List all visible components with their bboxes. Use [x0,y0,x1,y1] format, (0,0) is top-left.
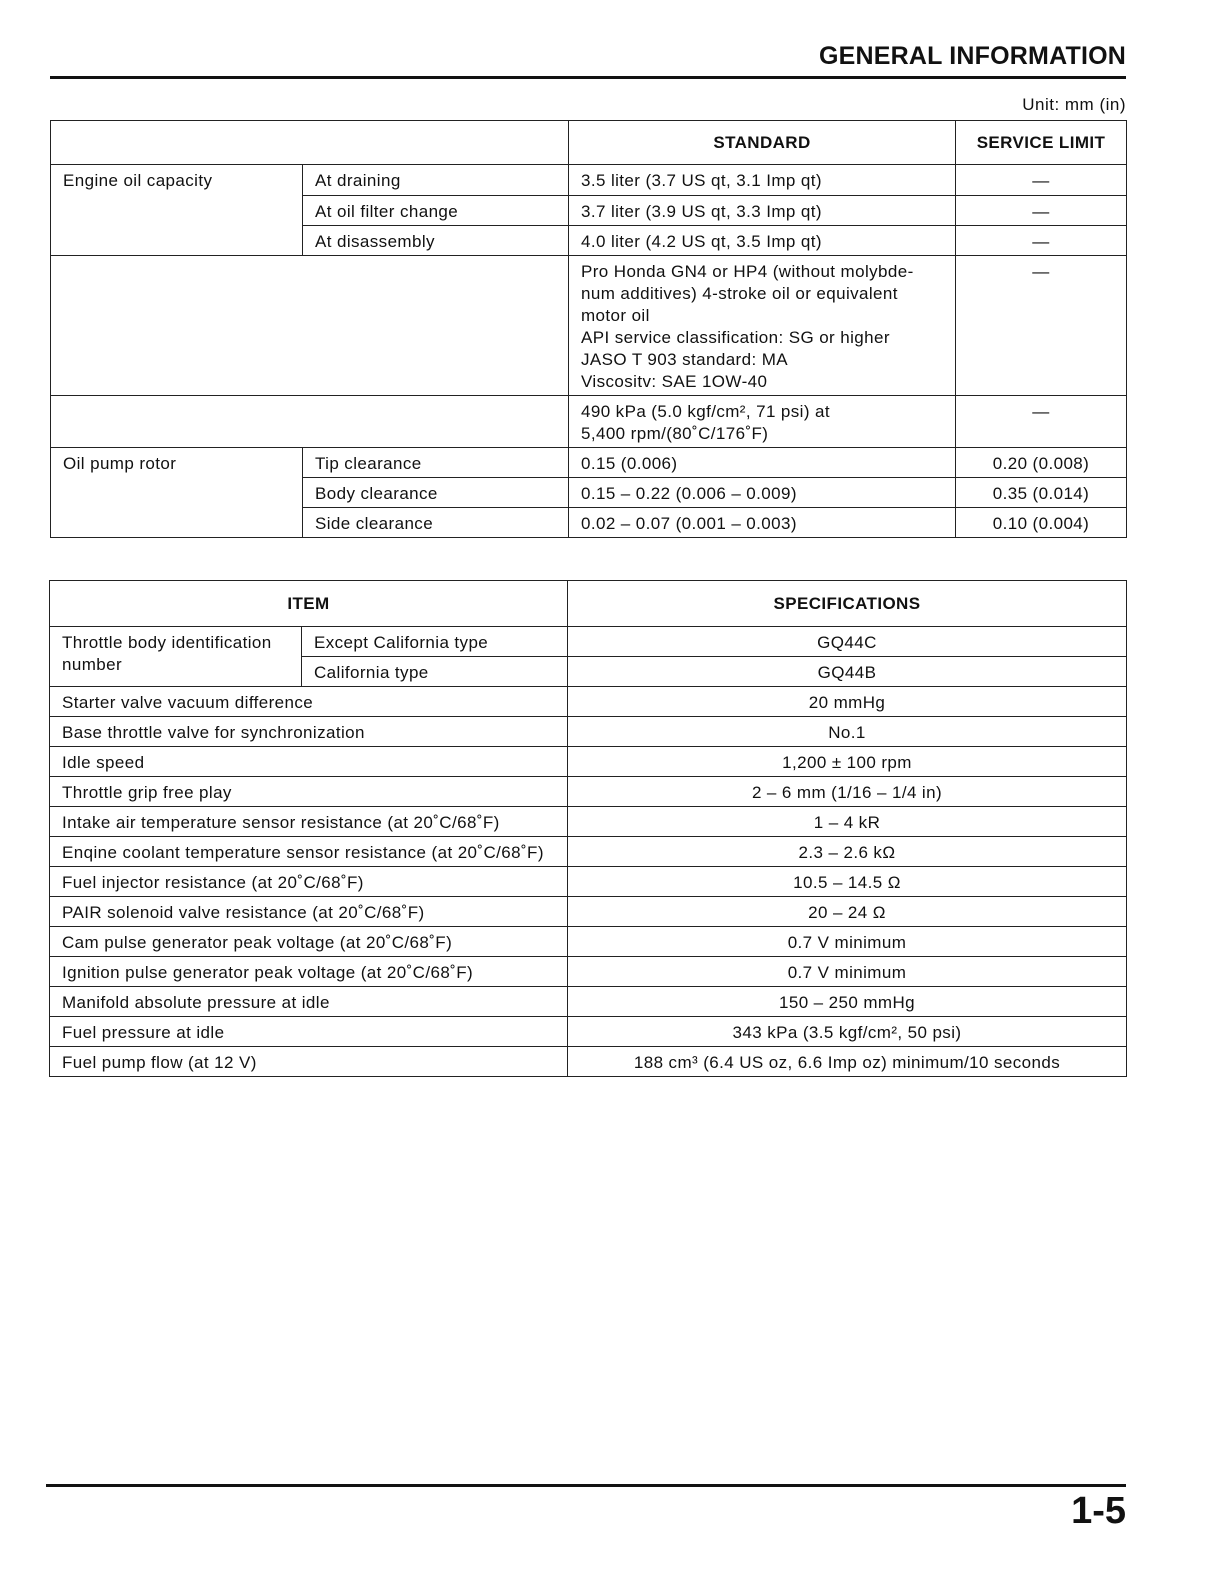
page-number: 1-5 [1071,1490,1126,1532]
item-header: ITEM [50,581,568,627]
spec-value: 20 – 24 Ω [568,897,1127,927]
text-line: Pro Honda GN4 or HP4 (without molybde- [581,262,914,281]
table-row [50,717,1127,747]
spec-value: 1,200 ± 100 rpm [568,747,1127,777]
item-label: Idle speed [50,747,568,777]
service-limit-header: SERVICE LIMIT [956,121,1127,165]
table-row [50,807,1127,837]
sub-item-label: California type [302,657,568,687]
oil-pressure-text [569,396,956,448]
lubrication-spec-table [50,120,1127,538]
fuel-system-spec-table [49,580,1127,1077]
text-line: API service classification: SG or higher [581,328,890,347]
spec-value: GQ44B [568,657,1127,687]
sub-item-label: At draining [303,165,569,196]
standard-value: 0.15 – 0.22 (0.006 – 0.009) [569,478,956,508]
table-row [50,687,1127,717]
table-row [50,957,1127,987]
service-limit-value: — [956,226,1127,256]
table-row [50,1047,1127,1077]
table-header-row [51,121,1127,165]
spec-value: 1 – 4 kR [568,807,1127,837]
spec-value: 343 kPa (3.5 kgf/cm², 50 psi) [568,1017,1127,1047]
footer-rule [46,1484,1126,1487]
item-label: Ignition pulse generator peak voltage (at 20˚C/68˚F) [50,957,568,987]
table-row [51,448,1127,478]
item-header-blank [51,121,569,165]
sub-item-label: Except California type [302,627,568,657]
table-row [50,897,1127,927]
table-row [50,747,1127,777]
engine-oil-capacity-label: Engine oil capacity [51,165,303,256]
recommended-oil-label-blank [51,256,569,396]
text-line: 5,400 rpm/(80˚C/176˚F) [581,424,769,443]
sub-item-label: Tip clearance [303,448,569,478]
item-label: PAIR solenoid valve resistance (at 20˚C/68˚F) [50,897,568,927]
text-line: 490 kPa (5.0 kgf/cm², 71 psi) at [581,402,831,421]
spec-value: 20 mmHg [568,687,1127,717]
text-line: motor oil [581,306,650,325]
spec-value: 10.5 – 14.5 Ω [568,867,1127,897]
item-label: Throttle grip free play [50,777,568,807]
table-row [51,165,1127,196]
unit-label: Unit: mm (in) [1022,95,1126,114]
table-row [50,777,1127,807]
item-label: Cam pulse generator peak voltage (at 20˚C/68˚F) [50,927,568,957]
spec-value: 150 – 250 mmHg [568,987,1127,1017]
sub-item-label: At disassembly [303,226,569,256]
sub-item-label: Body clearance [303,478,569,508]
service-limit-value: — [956,396,1127,448]
service-limit-value: — [956,196,1127,226]
spec-value: 2.3 – 2.6 kΩ [568,837,1127,867]
item-label: Enqine coolant temperature sensor resistance (at 20˚C/68˚F) [50,837,568,867]
spec-value: 2 – 6 mm (1/16 – 1/4 in) [568,777,1127,807]
sub-item-label: Side clearance [303,508,569,538]
item-label: Manifold absolute pressure at idle [50,987,568,1017]
service-limit-value: 0.20 (0.008) [956,448,1127,478]
oil-pump-rotor-label: Oil pump rotor [51,448,303,538]
specifications-header: SPECIFICATIONS [568,581,1127,627]
text-line: JASO T 903 standard: MA [581,350,789,369]
spec-value: 0.7 V minimum [568,927,1127,957]
table-row [50,927,1127,957]
header-rule [50,76,1126,79]
service-limit-value: — [956,165,1127,196]
item-label: Fuel pump flow (at 12 V) [50,1047,568,1077]
standard-header: STANDARD [569,121,956,165]
table-row [50,987,1127,1017]
item-label: Intake air temperature sensor resistance (at 20˚C/68˚F) [50,807,568,837]
table-row [50,867,1127,897]
spec-value: No.1 [568,717,1127,747]
item-label: Starter valve vacuum difference [50,687,568,717]
standard-value: 3.5 liter (3.7 US qt, 3.1 Imp qt) [569,165,956,196]
spec-value: GQ44C [568,627,1127,657]
service-limit-value: 0.35 (0.014) [956,478,1127,508]
item-label: Fuel pressure at idle [50,1017,568,1047]
table-row [51,256,1127,396]
spec-value: 188 cm³ (6.4 US oz, 6.6 Imp oz) minimum/10 seconds [568,1047,1127,1077]
page-title: GENERAL INFORMATION [818,42,1126,70]
text-line: Viscositv: SAE 1OW-40 [581,372,768,391]
table-row [50,837,1127,867]
service-limit-value: — [956,256,1127,396]
table-header-row [50,581,1127,627]
item-label: Fuel injector resistance (at 20˚C/68˚F) [50,867,568,897]
text-line: num additives) 4-stroke oil or equivalent [581,284,898,303]
oil-pressure-label-blank [51,396,569,448]
table-row [51,396,1127,448]
item-label: Base throttle valve for synchronization [50,717,568,747]
table-row [50,1017,1127,1047]
standard-value: 0.02 – 0.07 (0.001 – 0.003) [569,508,956,538]
spec-value: 0.7 V minimum [568,957,1127,987]
throttle-body-id-label: Throttle body identification number [50,627,302,687]
service-limit-value: 0.10 (0.004) [956,508,1127,538]
recommended-oil-text [569,256,956,396]
standard-value: 3.7 liter (3.9 US qt, 3.3 Imp qt) [569,196,956,226]
standard-value: 0.15 (0.006) [569,448,956,478]
table-row [50,627,1127,657]
sub-item-label: At oil filter change [303,196,569,226]
standard-value: 4.0 liter (4.2 US qt, 3.5 Imp qt) [569,226,956,256]
